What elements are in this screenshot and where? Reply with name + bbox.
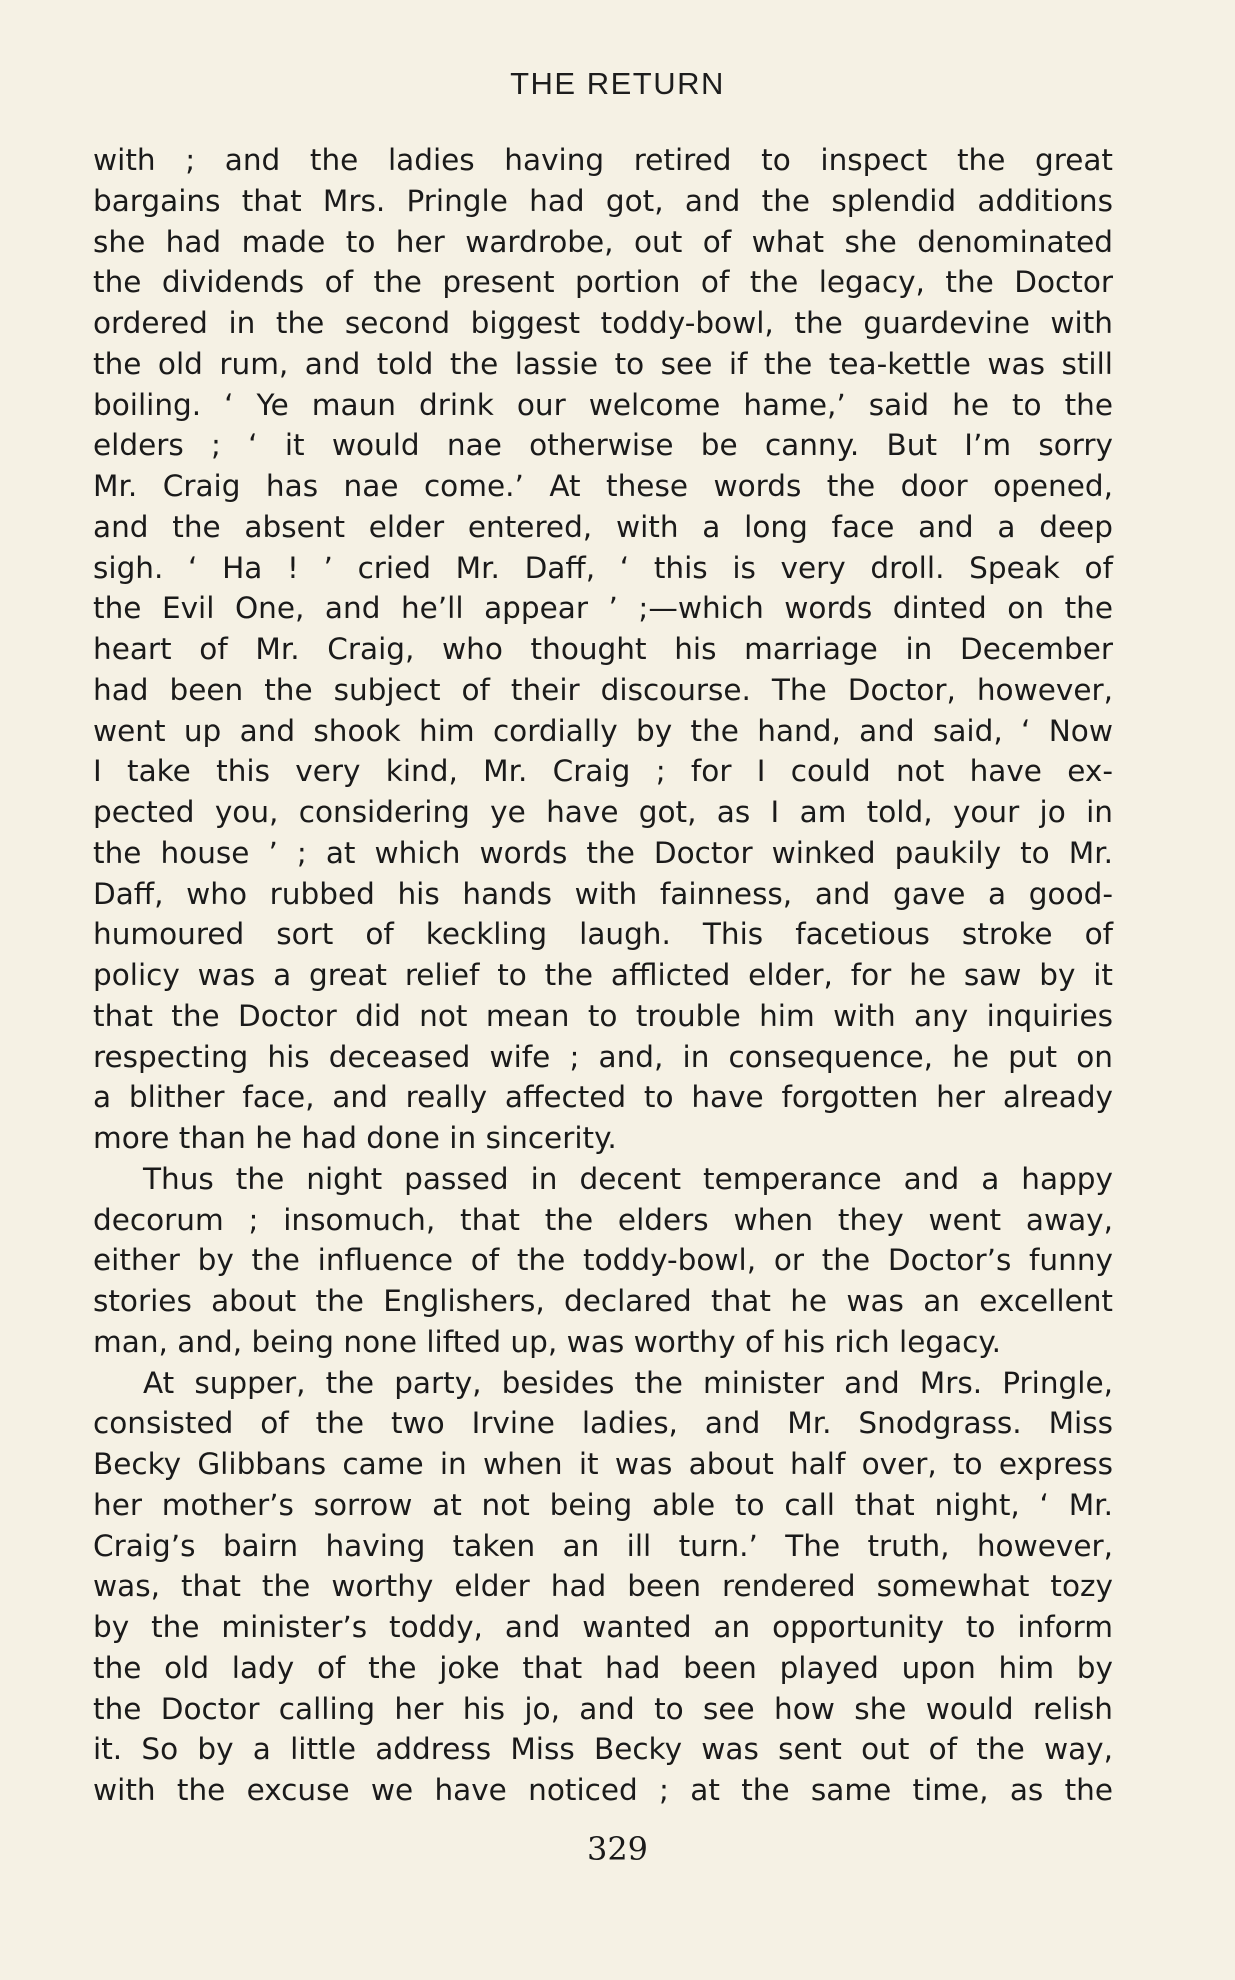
text-line: was, that the worthy elder had been rendered somewhat tozy — [93, 1569, 1113, 1604]
text-line: Thus the night passed in decent temperance and a happy — [143, 1161, 1113, 1196]
body-text — [93, 140, 1113, 1811]
text-line: Daff, who rubbed his hands with fainness, and gave a good- — [93, 876, 1113, 911]
text-line: stories about the Englishers, declared that he was an excellent — [93, 1284, 1113, 1318]
paragraph — [93, 1363, 1113, 1811]
text-line: Craig’s bairn having taken an ill turn.’ The truth, however, — [93, 1528, 1113, 1563]
text-line: the dividends of the present portion of the legacy, the Doctor — [93, 265, 1113, 300]
text-line: humoured sort of keckling laugh. This facetious stroke of — [93, 917, 1113, 952]
text-line: man, and, being none lifted up, was worthy of his rich legacy. — [93, 1324, 1002, 1359]
text-line: sigh. ‘ Ha ! ’ cried Mr. Daff, ‘ this is very droll. Speak of — [93, 550, 1113, 585]
text-line: ordered in the second biggest toddy-bowl, the guardevine with — [93, 306, 1113, 340]
text-line: had been the subject of their discourse. The Doctor, however, — [93, 672, 1113, 707]
text-line: went up and shook him cordially by the hand, and said, ‘ Now — [93, 713, 1113, 748]
text-line: by the minister’s toddy, and wanted an opportunity to inform — [93, 1610, 1113, 1644]
text-line: the house ’ ; at which words the Doctor winked paukily to Mr. — [93, 835, 1113, 870]
text-line: the Evil One, and he’ll appear ’ ;—which words dinted on the — [93, 591, 1113, 626]
text-line: elders ; ‘ it would nae otherwise be canny. But I’m sorry — [93, 428, 1113, 463]
text-line: Mr. Craig has nae come.’ At these words the door opened, — [93, 469, 1113, 503]
text-line: and the absent elder entered, with a long face and a deep — [93, 509, 1113, 544]
text-line: Becky Glibbans came in when it was about half over, to express — [93, 1447, 1113, 1481]
text-line: bargains that Mrs. Pringle had got, and the splendid additions — [93, 183, 1113, 218]
text-line: consisted of the two Irvine ladies, and Mr. Snodgrass. Miss — [93, 1406, 1113, 1441]
text-line: with the excuse we have noticed ; at the same time, as the — [93, 1773, 1113, 1807]
text-line: respecting his deceased wife ; and, in consequence, he put on — [93, 1039, 1113, 1074]
running-head: THE RETURN — [510, 66, 725, 101]
text-line: boiling. ‘ Ye maun drink our welcome hame,’ said he to the — [93, 387, 1113, 422]
text-line: policy was a great relief to the afflicted elder, for he saw by it — [93, 958, 1113, 992]
text-line: I take this very kind, Mr. Craig ; for I could not have ex- — [93, 754, 1113, 789]
text-line: pected you, considering ye have got, as I am told, your jo in — [93, 795, 1113, 829]
text-line: more than he had done in sincerity. — [93, 1121, 617, 1155]
text-line: that the Doctor did not mean to trouble him with any inquiries — [93, 998, 1113, 1033]
text-line: the old rum, and told the lassie to see if the tea-kettle was still — [93, 346, 1113, 381]
text-line: the Doctor calling her his jo, and to see how she would relish — [93, 1691, 1113, 1726]
text-line: she had made to her wardrobe, out of what she denominated — [93, 224, 1113, 259]
text-line: the old lady of the joke that had been played upon him by — [93, 1650, 1113, 1685]
text-line: heart of Mr. Craig, who thought his marriage in December — [93, 632, 1113, 666]
text-line: either by the influence of the toddy-bowl, or the Doctor’s funny — [93, 1243, 1113, 1278]
paragraph — [93, 1159, 1113, 1363]
text-line: decorum ; insomuch, that the elders when they went away, — [93, 1202, 1113, 1237]
text-line: At supper, the party, besides the minister and Mrs. Pringle, — [143, 1365, 1113, 1400]
paragraph — [93, 140, 1113, 1159]
page-number: 329 — [586, 1830, 649, 1868]
text-line: it. So by a little address Miss Becky was sent out of the way, — [93, 1732, 1113, 1767]
text-line: her mother’s sorrow at not being able to call that night, ‘ Mr. — [93, 1487, 1113, 1522]
text-line: with ; and the ladies having retired to inspect the great — [93, 143, 1113, 177]
text-line: a blither face, and really affected to have forgotten her already — [93, 1080, 1113, 1115]
